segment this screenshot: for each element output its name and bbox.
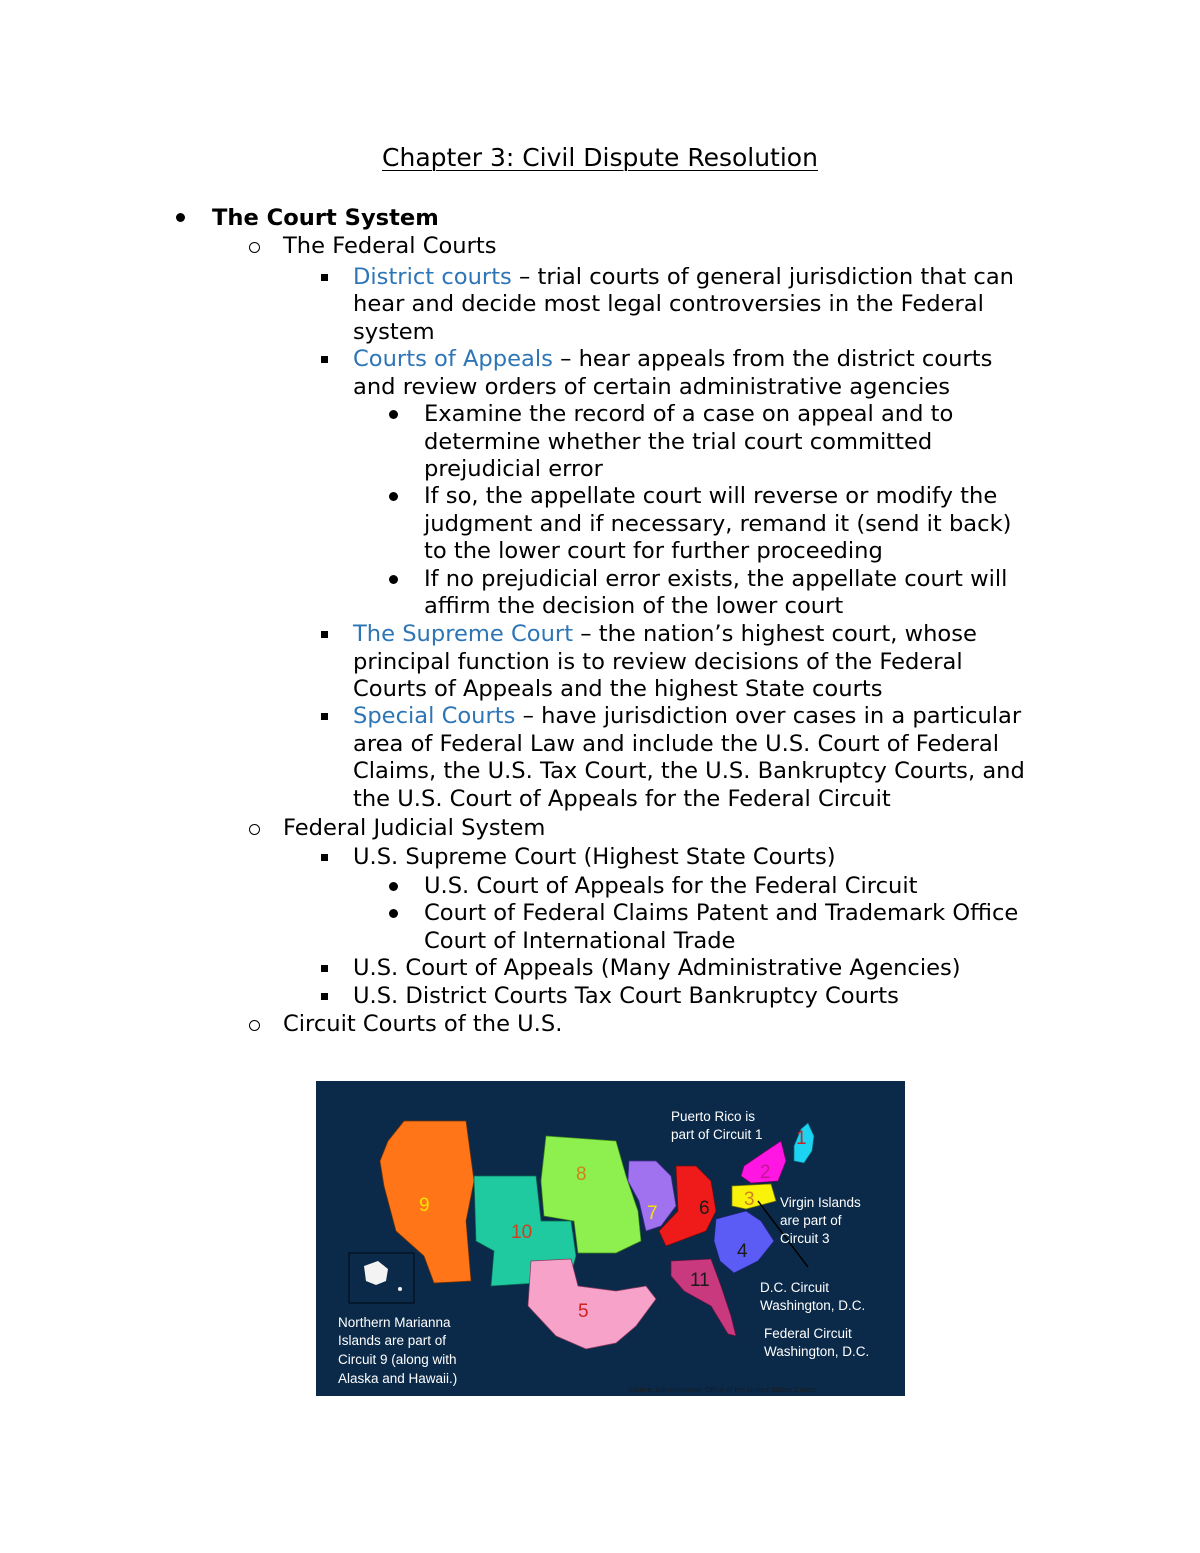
- judicial-supreme: U.S. Supreme Court (Highest State Courts): [353, 844, 836, 870]
- circuit-6-label: 6: [699, 1198, 710, 1219]
- district-courts-term: District courts: [353, 264, 512, 290]
- circle-bullet-icon: [249, 1020, 260, 1031]
- appeals-sub-2-line-3: to the lower court for further proceeding: [424, 538, 883, 564]
- page-title: Chapter 3: Civil Dispute Resolution: [382, 143, 818, 172]
- bullet-icon: [389, 492, 398, 501]
- circuit-11-label: 11: [690, 1270, 710, 1291]
- square-bullet-icon: [321, 274, 328, 281]
- supreme-court-line-3: Courts of Appeals and the highest State courts: [353, 676, 883, 702]
- square-bullet-icon: [321, 713, 328, 720]
- circuit-4-label: 4: [737, 1241, 748, 1262]
- circuit-3-label: 3: [744, 1189, 755, 1210]
- supreme-court-line-1: The Supreme Court – the nation’s highest court, whose: [353, 621, 977, 647]
- dc-circuit-note-1: D.C. Circuit: [760, 1280, 830, 1295]
- district-courts-line-2: hear and decide most legal controversies in the Federal: [353, 291, 984, 317]
- circuit-5-label: 5: [578, 1301, 589, 1322]
- square-bullet-icon: [321, 631, 328, 638]
- federal-courts-label: The Federal Courts: [283, 233, 497, 259]
- circuit-7-label: 7: [647, 1203, 658, 1224]
- virgin-islands-note-1: Virgin Islands: [780, 1195, 861, 1210]
- appeals-sub-2-line-1: If so, the appellate court will reverse or modify the: [424, 483, 998, 509]
- puerto-rico-note-2: part of Circuit 1: [671, 1127, 763, 1142]
- courts-of-appeals-line-2: and review orders of certain administrative agencies: [353, 374, 951, 400]
- courts-of-appeals-term: Courts of Appeals: [353, 346, 553, 372]
- judicial-system-label: Federal Judicial System: [283, 815, 546, 841]
- special-courts-line-2: area of Federal Law and include the U.S. Court of Federal: [353, 731, 1000, 757]
- bullet-icon: [389, 410, 398, 419]
- circuit-courts-map: [316, 1081, 905, 1396]
- district-courts-line-1: District courts – trial courts of general jurisdiction that can: [353, 264, 1014, 290]
- marianna-note-4: Alaska and Hawaii.): [338, 1371, 458, 1386]
- map-source-note: Source: Administrative Office of the United States Courts: [628, 1385, 817, 1394]
- square-bullet-icon: [321, 854, 328, 861]
- appeals-sub-2-line-2: judgment and if necessary, remand it (send it back): [424, 511, 1012, 537]
- appeals-sub-1-line-2: determine whether the trial court committed: [424, 429, 933, 455]
- marianna-note-1: Northern Marianna: [338, 1315, 451, 1330]
- virgin-islands-note-2: are part of: [780, 1213, 842, 1228]
- special-courts-line-1: Special Courts – have jurisdiction over cases in a particular: [353, 703, 1022, 729]
- federal-circuit-note-2: Washington, D.C.: [764, 1344, 870, 1359]
- marianna-note-2: Islands are part of: [338, 1333, 447, 1348]
- circuit-8-label: 8: [576, 1164, 587, 1185]
- dc-circuit-note-2: Washington, D.C.: [760, 1298, 866, 1313]
- judicial-supreme-sub-2: Court of Federal Claims Patent and Trademark Office: [424, 900, 1019, 926]
- circle-bullet-icon: [249, 824, 260, 835]
- special-courts-line-3: Claims, the U.S. Tax Court, the U.S. Bankruptcy Courts, and: [353, 758, 1025, 784]
- virgin-islands-note-3: Circuit 3: [780, 1231, 830, 1246]
- appeals-sub-3-line-1: If no prejudicial error exists, the appellate court will: [424, 566, 1008, 592]
- appeals-sub-3-line-2: affirm the decision of the lower court: [424, 593, 844, 619]
- square-bullet-icon: [321, 356, 328, 363]
- circle-bullet-icon: [249, 242, 260, 253]
- federal-circuit-note-1: Federal Circuit: [764, 1326, 852, 1341]
- square-bullet-icon: [321, 993, 328, 1000]
- bullet-icon: [389, 882, 398, 891]
- appeals-sub-1-line-1: Examine the record of a case on appeal and to: [424, 401, 954, 427]
- bullet-icon: [176, 213, 185, 222]
- puerto-rico-note-1: Puerto Rico is: [671, 1109, 756, 1124]
- special-courts-term: Special Courts: [353, 703, 516, 729]
- judicial-supreme-sub-1: U.S. Court of Appeals for the Federal Circuit: [424, 873, 918, 899]
- courts-of-appeals-line-1: Courts of Appeals – hear appeals from the district courts: [353, 346, 993, 372]
- supreme-court-line-2: principal function is to review decisions of the Federal: [353, 649, 963, 675]
- square-bullet-icon: [321, 965, 328, 972]
- section-heading: The Court System: [212, 205, 439, 231]
- circuit-9-label: 9: [419, 1195, 430, 1216]
- circuit-courts-label: Circuit Courts of the U.S.: [283, 1011, 563, 1037]
- bullet-icon: [389, 575, 398, 584]
- judicial-district: U.S. District Courts Tax Court Bankruptcy Courts: [353, 983, 899, 1009]
- appeals-sub-1-line-3: prejudicial error: [424, 456, 603, 482]
- circuit-1-label: 1: [796, 1128, 807, 1149]
- district-courts-line-3: system: [353, 319, 435, 345]
- circuit-10-label: 10: [511, 1222, 533, 1243]
- hawaii-shape: [398, 1287, 402, 1291]
- special-courts-line-4: the U.S. Court of Appeals for the Federal Circuit: [353, 786, 891, 812]
- judicial-appeals: U.S. Court of Appeals (Many Administrative Agencies): [353, 955, 961, 981]
- circuit-2-label: 2: [760, 1162, 771, 1183]
- bullet-icon: [389, 909, 398, 918]
- marianna-note-3: Circuit 9 (along with: [338, 1352, 457, 1367]
- judicial-supreme-sub-3: Court of International Trade: [424, 928, 736, 954]
- supreme-court-term: The Supreme Court: [353, 621, 574, 647]
